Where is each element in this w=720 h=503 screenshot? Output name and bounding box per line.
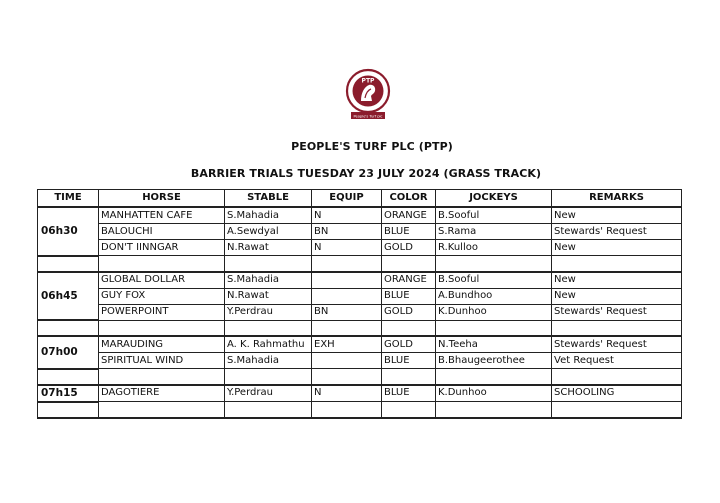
jockey-cell: B.Bhaugeerothee (436, 353, 552, 369)
color-cell (382, 256, 436, 272)
horse-cell (99, 320, 225, 336)
table-row (38, 224, 682, 240)
empty-cell (38, 369, 99, 385)
equip-cell: BN (312, 224, 382, 240)
equip-cell (312, 353, 382, 369)
barrier-trials-table (37, 189, 682, 419)
equip-cell: BN (312, 304, 382, 320)
equip-cell (312, 320, 382, 336)
remarks-cell (552, 369, 682, 385)
stable-cell (225, 402, 312, 418)
jockey-cell: K.Dunhoo (436, 385, 552, 402)
table-row (38, 272, 682, 289)
table-row (38, 369, 682, 385)
time-cell: 07h15 (38, 385, 99, 402)
table-row (38, 256, 682, 272)
logo-text: PTP (361, 77, 375, 85)
remarks-cell: New (552, 272, 682, 289)
jockey-cell: K.Dunhoo (436, 304, 552, 320)
color-cell (382, 402, 436, 418)
horse-cell (99, 256, 225, 272)
color-cell: GOLD (382, 240, 436, 256)
color-cell: BLUE (382, 385, 436, 402)
equip-cell (312, 369, 382, 385)
horse-cell: DON'T IINNGAR (99, 240, 225, 256)
logo-caption: People's Turf plc (353, 114, 383, 119)
empty-cell (38, 320, 99, 336)
horse-cell: POWERPOINT (99, 304, 225, 320)
horse-cell: SPIRITUAL WIND (99, 353, 225, 369)
stable-cell: Y.Perdrau (225, 304, 312, 320)
table-row (38, 353, 682, 369)
column-header: EQUIP (312, 190, 382, 208)
remarks-cell (552, 402, 682, 418)
jockey-cell: R.Kulloo (436, 240, 552, 256)
stable-cell: S.Mahadia (225, 207, 312, 224)
table-row (38, 336, 682, 353)
equip-cell: N (312, 240, 382, 256)
stable-cell: A. K. Rahmathu (225, 336, 312, 353)
horse-cell: MARAUDING (99, 336, 225, 353)
equip-cell: EXH (312, 336, 382, 353)
stable-cell: N.Rawat (225, 240, 312, 256)
remarks-cell: New (552, 207, 682, 224)
stable-cell (225, 256, 312, 272)
column-header: JOCKEYS (436, 190, 552, 208)
table-row (38, 240, 682, 256)
jockey-cell (436, 320, 552, 336)
remarks-cell: Vet Request (552, 353, 682, 369)
column-header: HORSE (99, 190, 225, 208)
table-row (38, 288, 682, 304)
color-cell: GOLD (382, 304, 436, 320)
column-header: TIME (38, 190, 99, 208)
jockey-cell: N.Teeha (436, 336, 552, 353)
color-cell (382, 369, 436, 385)
horse-cell (99, 369, 225, 385)
remarks-cell: Stewards' Request (552, 224, 682, 240)
horse-cell: BALOUCHI (99, 224, 225, 240)
horse-cell: GLOBAL DOLLAR (99, 272, 225, 289)
jockey-cell (436, 402, 552, 418)
equip-cell: N (312, 385, 382, 402)
column-header: REMARKS (552, 190, 682, 208)
horse-cell: DAGOTIERE (99, 385, 225, 402)
equip-cell: N (312, 207, 382, 224)
time-cell: 07h00 (38, 336, 99, 369)
equip-cell (312, 272, 382, 289)
stable-cell: S.Mahadia (225, 353, 312, 369)
org-title: PEOPLE'S TURF PLC (PTP) (291, 140, 453, 153)
equip-cell (312, 288, 382, 304)
remarks-cell: SCHOOLING (552, 385, 682, 402)
table-row (38, 320, 682, 336)
empty-cell (38, 402, 99, 418)
color-cell: BLUE (382, 288, 436, 304)
stable-cell: A.Sewdyal (225, 224, 312, 240)
horse-cell (99, 402, 225, 418)
horse-cell: GUY FOX (99, 288, 225, 304)
color-cell: GOLD (382, 336, 436, 353)
remarks-cell (552, 320, 682, 336)
time-cell: 06h30 (38, 207, 99, 256)
equip-cell (312, 402, 382, 418)
jockey-cell: B.Sooful (436, 207, 552, 224)
color-cell: ORANGE (382, 207, 436, 224)
color-cell: BLUE (382, 224, 436, 240)
stable-cell (225, 320, 312, 336)
jockey-cell (436, 369, 552, 385)
table-row (38, 304, 682, 320)
table-header-row (38, 190, 682, 208)
jockey-cell: B.Sooful (436, 272, 552, 289)
column-header: STABLE (225, 190, 312, 208)
color-cell (382, 320, 436, 336)
color-cell: ORANGE (382, 272, 436, 289)
column-header: COLOR (382, 190, 436, 208)
equip-cell (312, 256, 382, 272)
remarks-cell (552, 256, 682, 272)
time-cell: 06h45 (38, 272, 99, 321)
remarks-cell: Stewards' Request (552, 304, 682, 320)
stable-cell: N.Rawat (225, 288, 312, 304)
ptp-logo (345, 68, 391, 124)
jockey-cell (436, 256, 552, 272)
stable-cell: Y.Perdrau (225, 385, 312, 402)
jockey-cell: A.Bundhoo (436, 288, 552, 304)
horse-cell: MANHATTEN CAFE (99, 207, 225, 224)
table-row (38, 402, 682, 418)
remarks-cell: Stewards' Request (552, 336, 682, 353)
remarks-cell: New (552, 288, 682, 304)
table-row (38, 207, 682, 224)
table-row (38, 385, 682, 402)
page-title: BARRIER TRIALS TUESDAY 23 JULY 2024 (GRASS TRACK) (190, 167, 542, 180)
remarks-cell: New (552, 240, 682, 256)
empty-cell (38, 256, 99, 272)
color-cell: BLUE (382, 353, 436, 369)
stable-cell (225, 369, 312, 385)
stable-cell: S.Mahadia (225, 272, 312, 289)
jockey-cell: S.Rama (436, 224, 552, 240)
